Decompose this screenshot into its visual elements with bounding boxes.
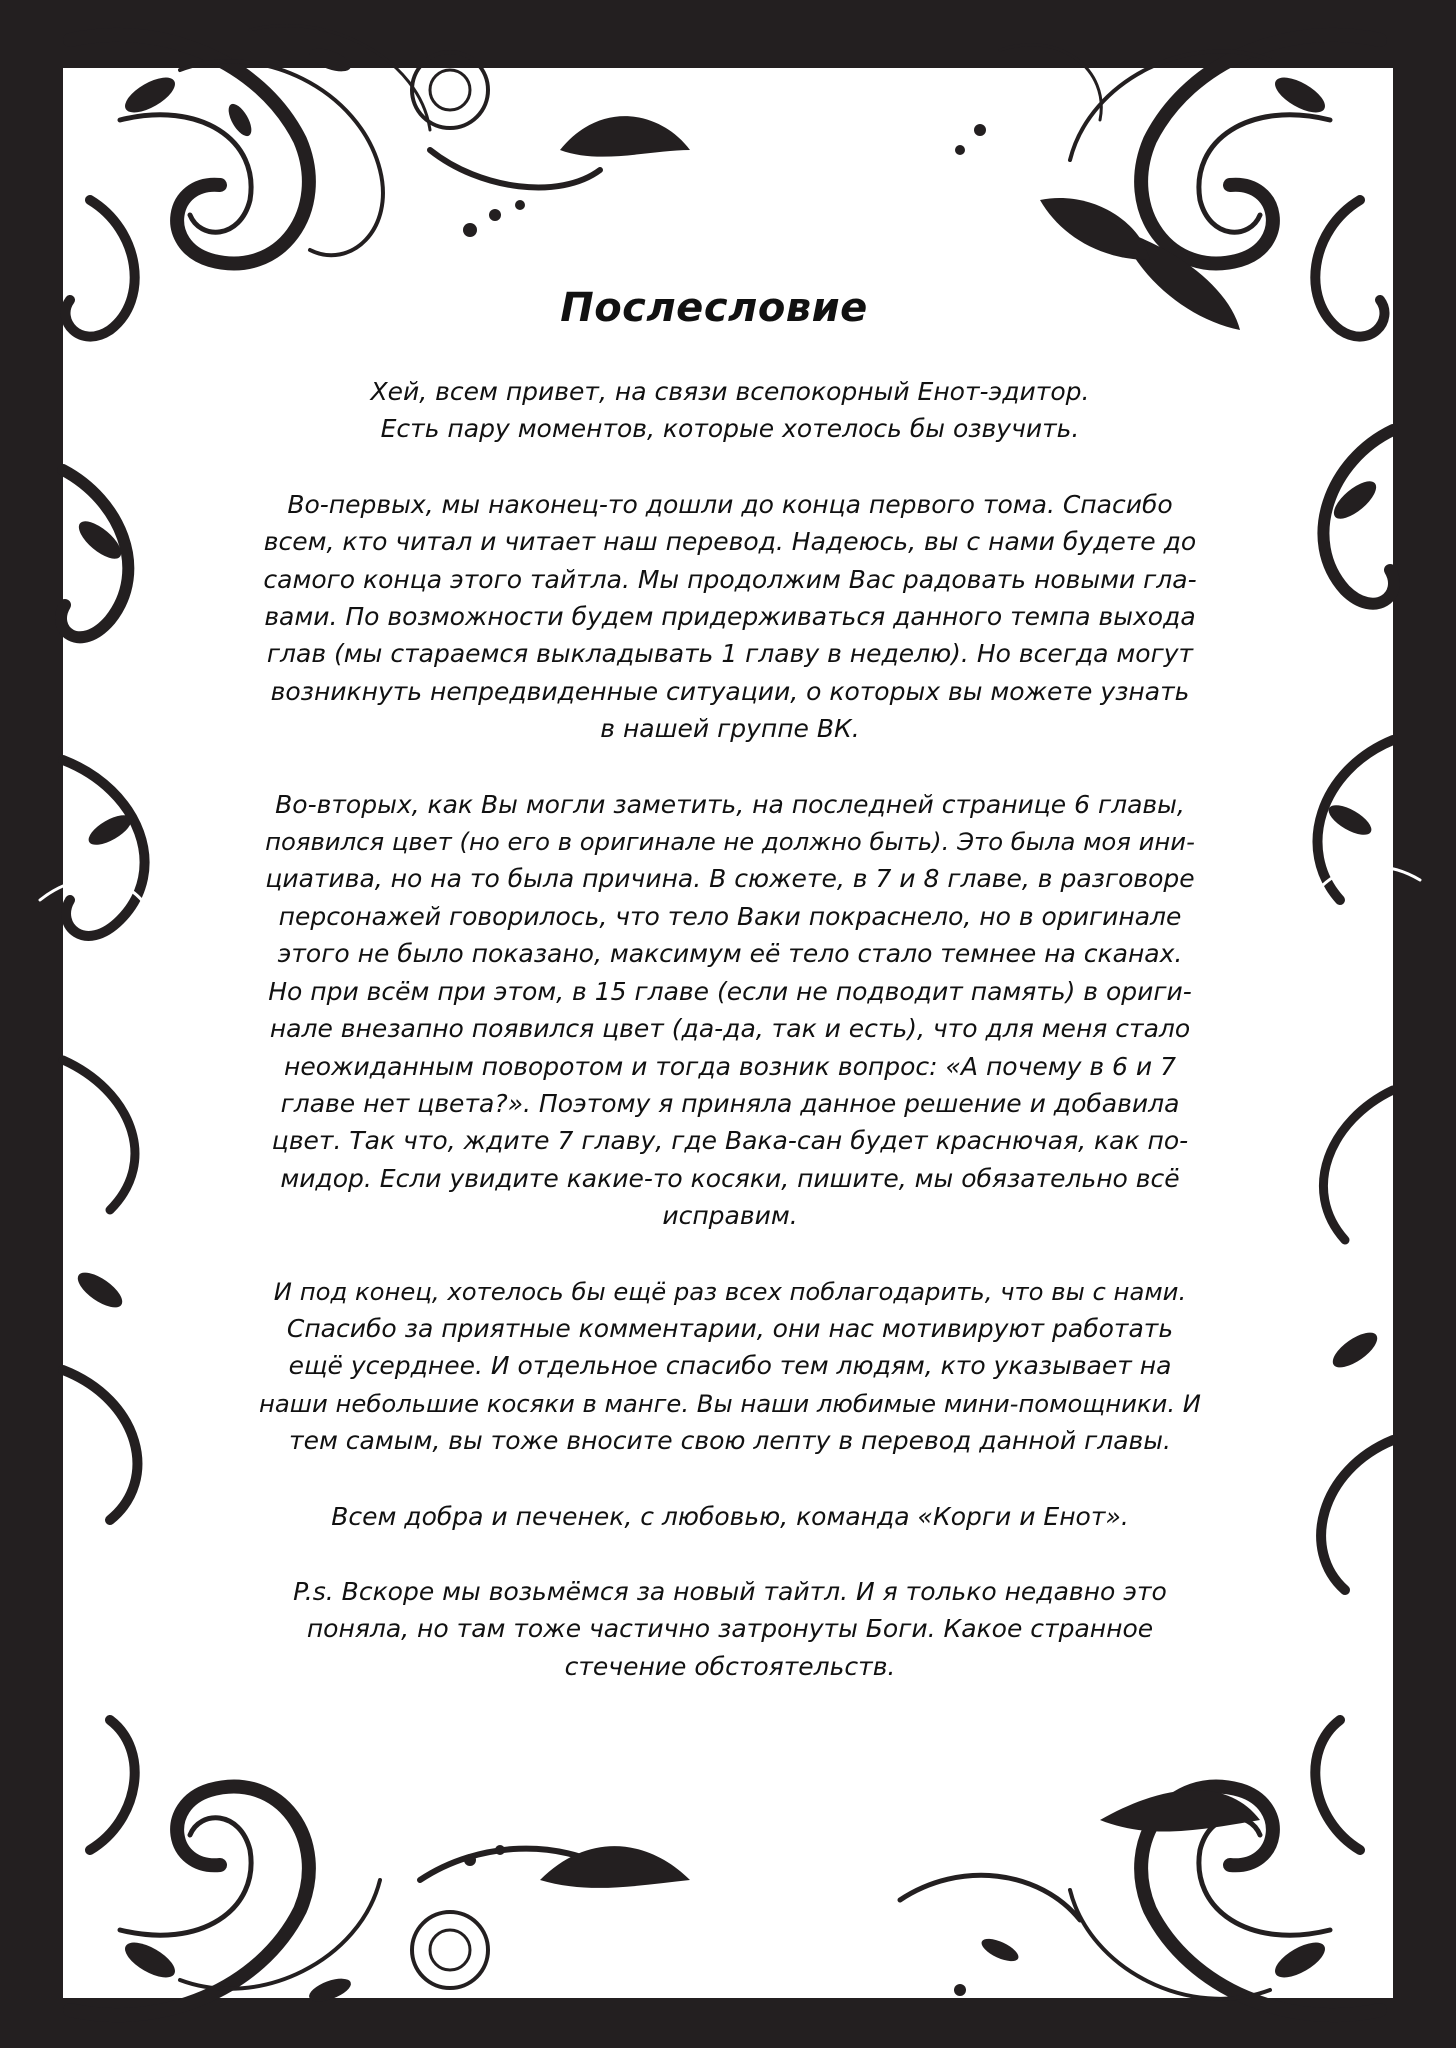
- text-line: стечение обстоятельств.: [564, 1651, 896, 1681]
- text-line: наши небольшие косяки в манге. Вы наши любимые мини-помощники. И: [259, 1388, 1201, 1418]
- paragraph-signoff: [180, 1498, 1280, 1535]
- text-line: Спасибо за приятные комментарии, они нас мотивируют работать: [286, 1313, 1174, 1343]
- text-line: Во-первых, мы наконец-то дошли до конца первого тома. Спасибо: [287, 489, 1173, 519]
- paragraph-greeting: [180, 373, 1280, 448]
- text-line: P.s. Вскоре мы возьмёмся за новый тайтл. И я только недавно это: [293, 1576, 1167, 1606]
- text-line: исправим.: [662, 1201, 798, 1231]
- paragraph-postscript: [180, 1573, 1280, 1685]
- swirl-bottom-right: [900, 1720, 1380, 2015]
- text-line: главе нет цвета?». Поэтому я приняла данное решение и добавила: [280, 1088, 1180, 1118]
- text-line: этого не было показано, максимум её тело стало темнее на сканах.: [277, 939, 1183, 969]
- afterword-text-block: [180, 285, 1280, 1723]
- text-line: персонажей говорилось, что тело Ваки покраснело, но в оригинале: [278, 901, 1182, 931]
- page-title: Послесловие: [560, 285, 868, 331]
- text-line: возникнуть непредвиденные ситуации, о которых вы можете узнать: [270, 676, 1190, 706]
- text-line: самого конца этого тайтла. Мы продолжим Вас радовать новыми гла-: [263, 564, 1197, 594]
- paragraph-second: [180, 786, 1280, 1235]
- text-line: глав (мы стараемся выкладывать 1 главу в неделю). Но всегда могут: [266, 639, 1194, 669]
- text-line: ещё усерднее. И отдельное спасибо тем людям, кто указывает на: [288, 1351, 1172, 1381]
- leaves-top-left: [120, 44, 690, 237]
- text-line: циатива, но на то была причина. В сюжете, в 7 и 8 главе, в разговоре: [265, 864, 1195, 894]
- text-line: Во-вторых, как Вы могли заметить, на последней странице 6 главы,: [275, 789, 1185, 819]
- text-line: в нашей группе ВК.: [600, 714, 860, 744]
- paragraph-closing: [180, 1273, 1280, 1460]
- text-line: появился цвет (но его в оригинале не должно быть). Это была моя ини-: [265, 827, 1195, 857]
- text-line: цвет. Так что, ждите 7 главу, где Вака-сан будет краснючая, как по-: [271, 1126, 1189, 1156]
- paragraph-first: [180, 486, 1280, 748]
- text-line: тем самым, вы тоже вносите свою лепту в перевод данной главы.: [289, 1426, 1171, 1456]
- text-line: Хей, всем привет, на связи всепокорный Енот-эдитор.: [370, 377, 1090, 406]
- text-line: Есть пару моментов, которые хотелось бы озвучить.: [380, 414, 1080, 444]
- text-line: поняла, но там тоже частично затронуты Боги. Какое странное: [306, 1614, 1154, 1644]
- text-line: Но при всём при этом, в 15 главе (если не подводит память) в ориги-: [268, 976, 1192, 1006]
- text-line: нале внезапно появился цвет (да-да, так и есть), что для меня стало: [269, 1014, 1191, 1044]
- text-line: Всем добра и печенек, с любовью, команда «Корги и Енот».: [331, 1501, 1129, 1531]
- text-line: вами. По возможности будем придерживаться данного темпа выхода: [264, 602, 1196, 632]
- text-line: И под конец, хотелось бы ещё раз всех поблагодарить, что вы с нами.: [273, 1276, 1187, 1306]
- text-line: мидор. Если увидите какие-то косяки, пишите, мы обязательно всё: [280, 1163, 1180, 1193]
- text-line: всем, кто читал и читает наш перевод. Надеюсь, вы с нами будете до: [263, 527, 1197, 557]
- text-line: неожиданным поворотом и тогда возник вопрос: «А почему в 6 и 7: [284, 1051, 1176, 1081]
